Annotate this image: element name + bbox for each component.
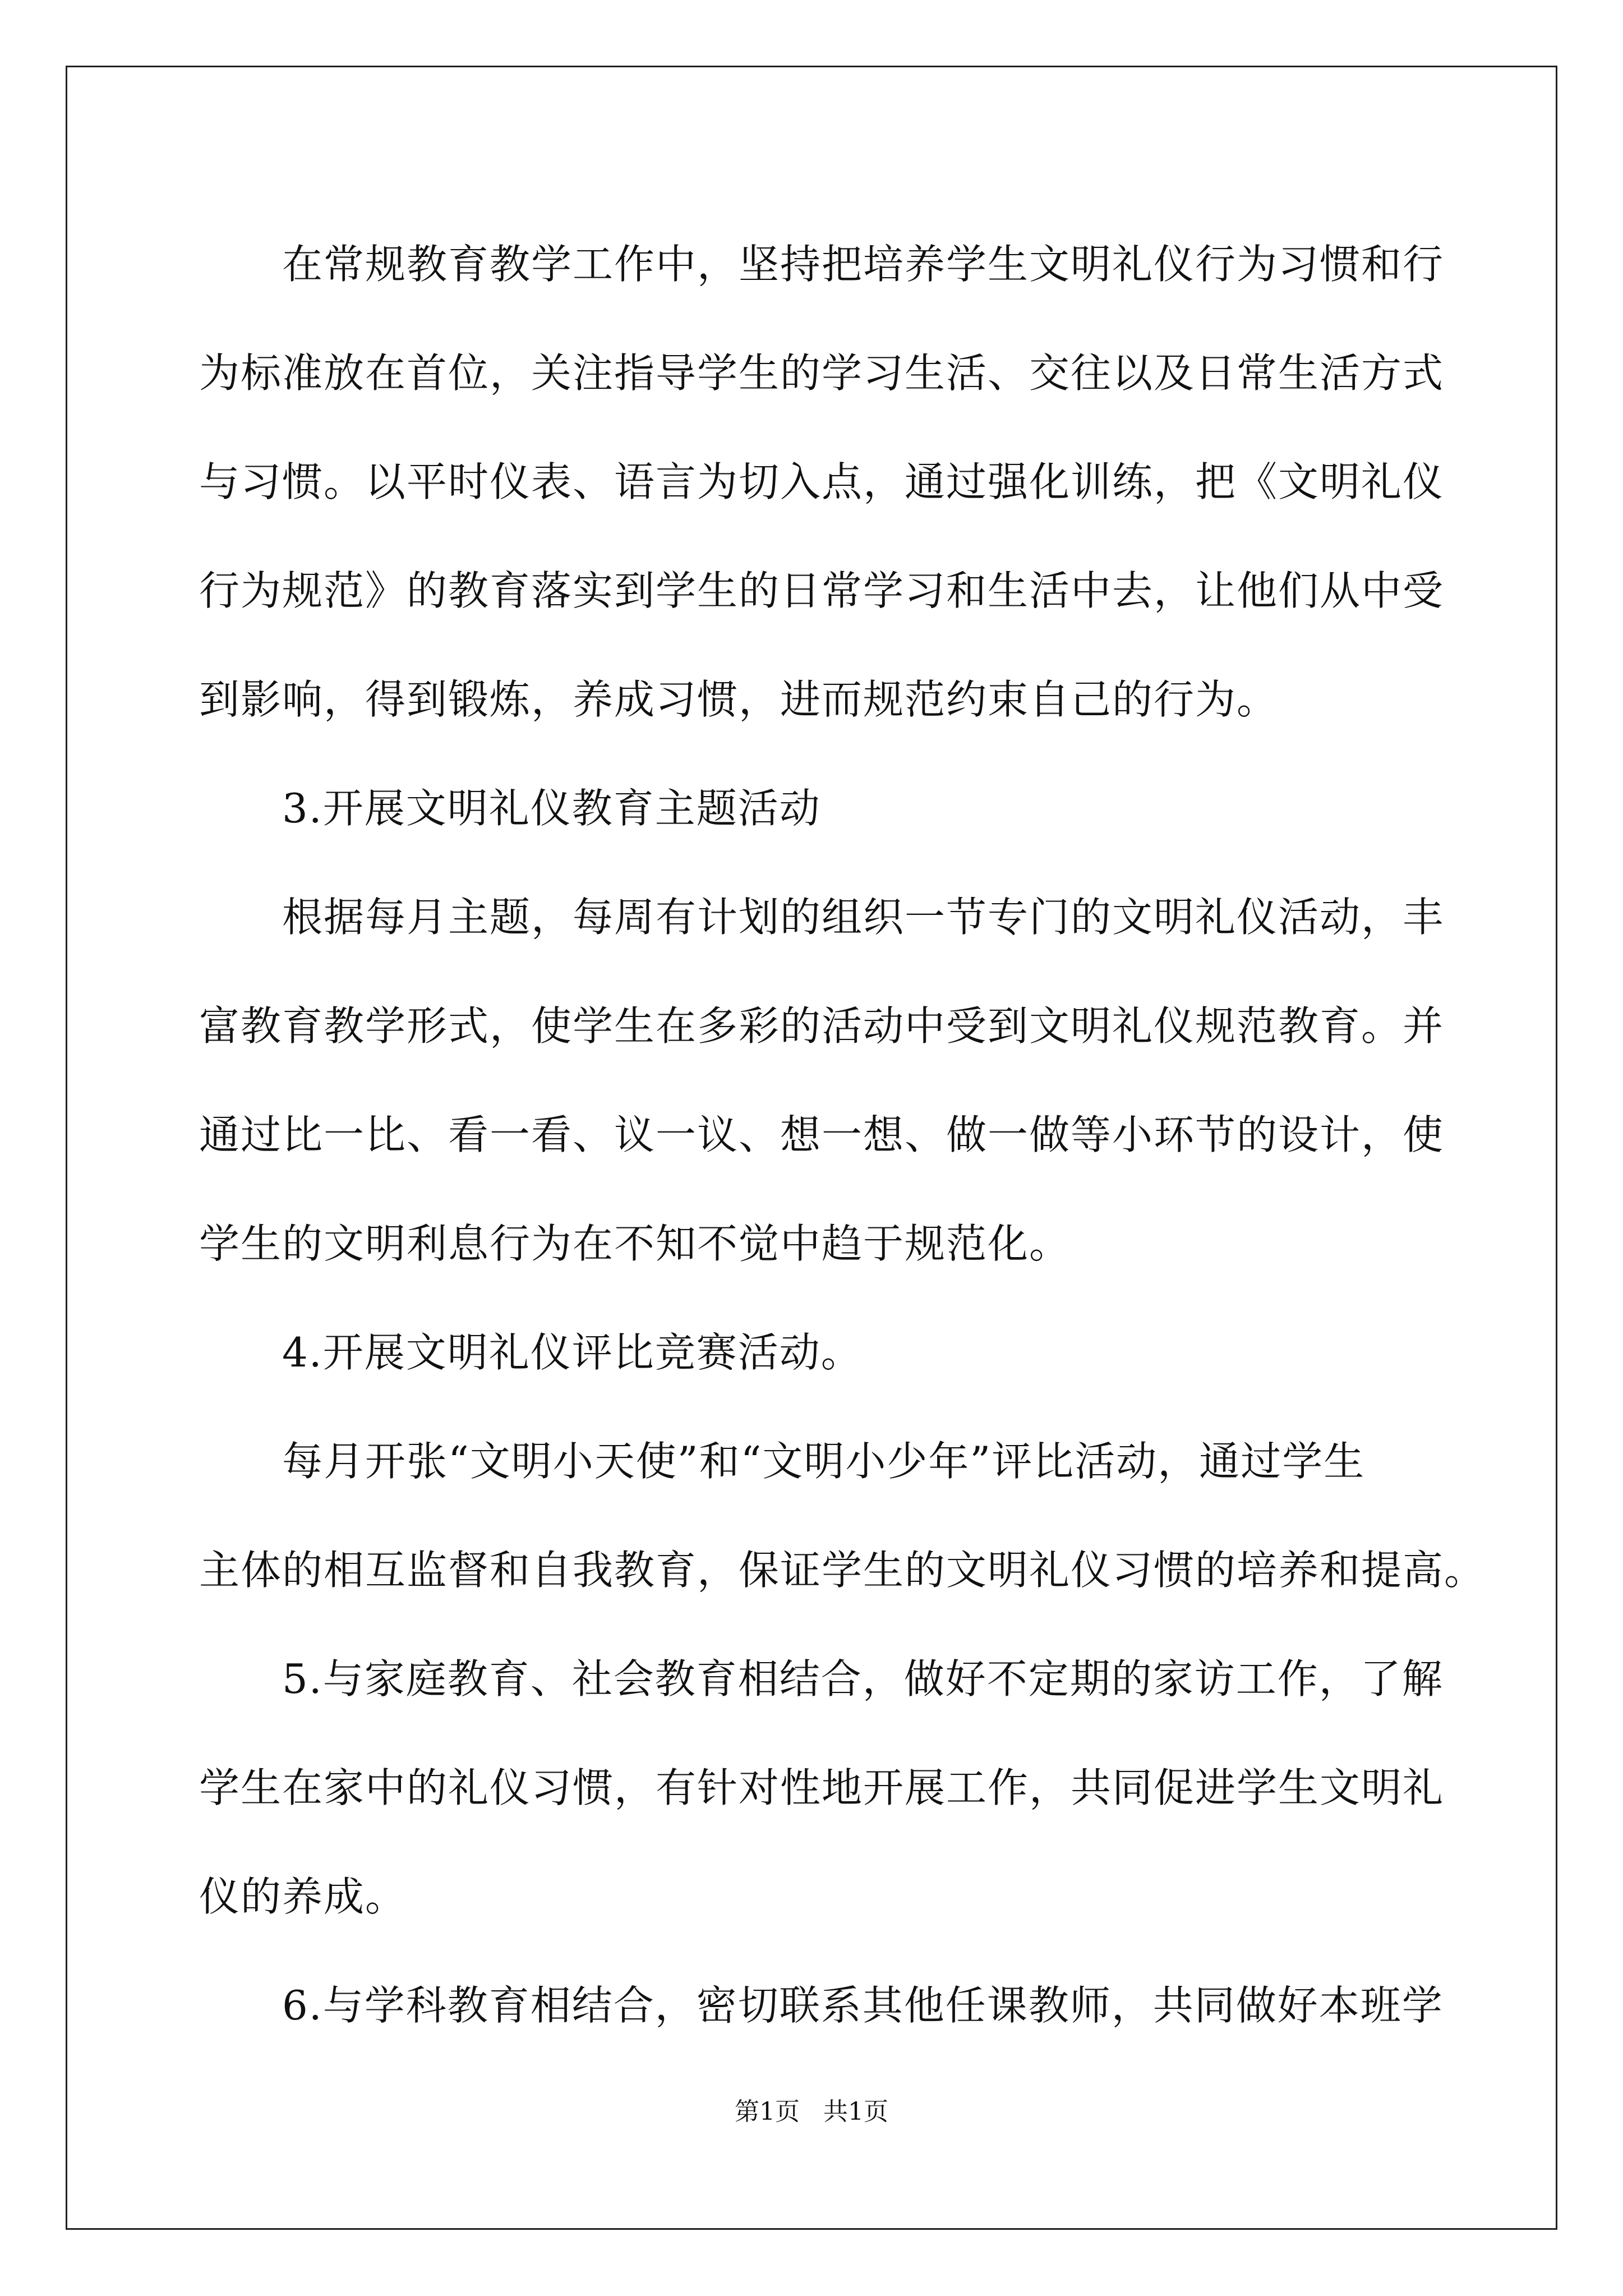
text-line: 学生在家中的礼仪习惯，有针对性地开展工作，共同促进学生文明礼	[199, 1764, 1445, 1811]
text-line: 学生的文明利息行为在不知不觉中趋于规范化。	[199, 1220, 1071, 1267]
text-line: 为标准放在首位，关注指导学生的学习生活、交往以及日常生活方式	[199, 349, 1445, 397]
text-line: 6.与学科教育相结合，密切联系其他任课教师，共同做好本班学	[282, 1982, 1444, 2029]
text-line: 仪的养成。	[199, 1873, 407, 1920]
section-heading: 4.开展文明礼仪评比竞赛活动。	[282, 1329, 863, 1376]
text-line: 主体的相互监督和自我教育，保证学生的文明礼仪习惯的培养和提高。	[199, 1547, 1486, 1594]
text-line: 行为规范》的教育落实到学生的日常学习和生活中去，让他们从中受	[199, 567, 1445, 614]
text-line: 5.与家庭教育、社会教育相结合，做好不定期的家访工作，了解	[282, 1655, 1444, 1703]
text-line: 根据每月主题，每周有计划的组织一节专门的文明礼仪活动，丰	[282, 894, 1445, 941]
text-line: 到影响，得到锻炼，养成习惯，进而规范约束自己的行为。	[199, 676, 1279, 723]
text-line: 每月开张“文明小天使”和“文明小少年”评比活动，通过学生	[282, 1438, 1366, 1485]
text-line: 与习惯。以平时仪表、语言为切入点，通过强化训练，把《文明礼仪	[199, 458, 1445, 505]
page-number: 第1页	[735, 2097, 800, 2126]
page-footer	[0, 2095, 1623, 2129]
text-line: 通过比一比、看一看、议一议、想一想、做一做等小环节的设计，使	[199, 1111, 1445, 1158]
section-heading: 3.开展文明礼仪教育主题活动	[282, 785, 821, 832]
document-body	[199, 210, 1486, 2060]
page-total: 共1页	[823, 2097, 888, 2126]
text-line: 在常规教育教学工作中，坚持把培养学生文明礼仪行为习惯和行	[282, 241, 1445, 288]
text-line: 富教育教学形式，使学生在多彩的活动中受到文明礼仪规范教育。并	[199, 1002, 1445, 1050]
